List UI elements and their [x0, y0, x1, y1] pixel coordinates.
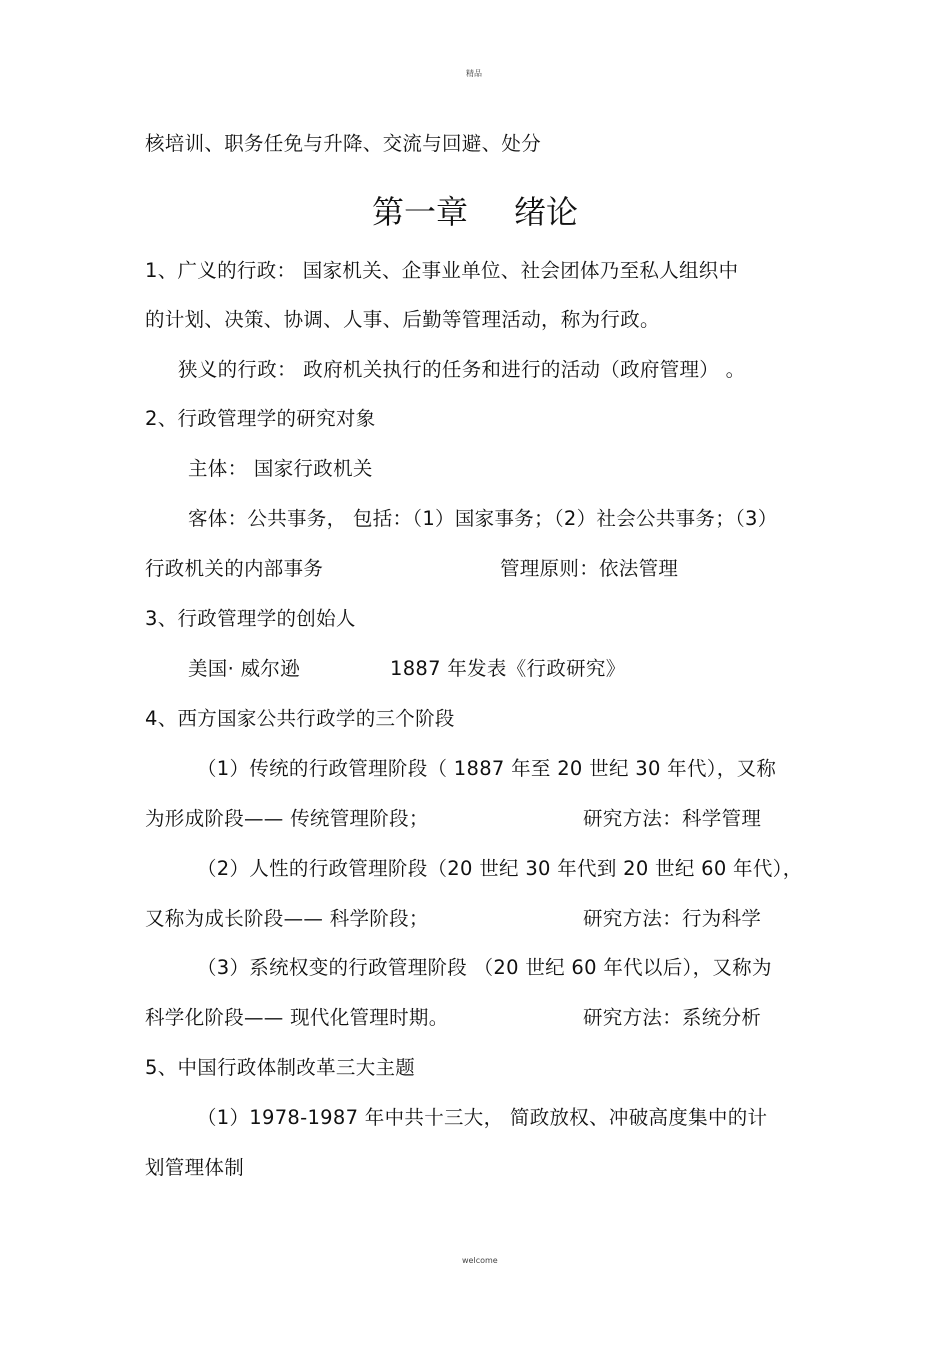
line-12a: 为形成阶段—— 传统管理阶段； — [145, 807, 429, 830]
line-7a: 行政机关的内部事务 — [145, 557, 324, 580]
line-15: （3）系统权变的行政管理阶段 （20 世纪 60 年代以后），又称为 — [197, 956, 772, 979]
line-19: 划管理体制 — [145, 1156, 245, 1179]
chapter-name: 绪论 — [514, 193, 579, 231]
line-7b: 管理原则：依法管理 — [500, 557, 679, 580]
page-header: 精品 — [466, 69, 482, 78]
line-17: 5、中国行政体制改革三大主题 — [145, 1056, 416, 1079]
line-13: （2）人性的行政管理阶段（20 世纪 30 年代到 20 世纪 60 年代）， — [197, 857, 803, 880]
line-10: 4、西方国家公共行政学的三个阶段 — [145, 707, 455, 730]
page-footer: welcome — [462, 1256, 498, 1265]
chapter-title — [0, 192, 950, 232]
line-18: （1）1978-1987 年中共十三大， 简政放权、冲破高度集中的计 — [197, 1106, 768, 1129]
chapter-number: 第一章 — [371, 193, 468, 231]
line-9b: 1887 年发表《行政研究》 — [390, 657, 626, 680]
line-14b: 研究方法：行为科学 — [583, 907, 762, 930]
line-8: 3、行政管理学的创始人 — [145, 607, 356, 630]
line-16b: 研究方法：系统分析 — [583, 1006, 762, 1029]
line-2: 的计划、决策、协调、人事、后勤等管理活动，称为行政。 — [145, 308, 660, 331]
line-6: 客体：公共事务， 包括：（1）国家事务；（2）社会公共事务；（3） — [188, 507, 778, 530]
line-1: 1、广义的行政： 国家机关、企事业单位、社会团体乃至私人组织中 — [145, 259, 739, 282]
line-11: （1）传统的行政管理阶段（ 1887 年至 20 世纪 30 年代），又称 — [197, 757, 777, 780]
line-3: 狭义的行政： 政府机关执行的任务和进行的活动（政府管理） 。 — [178, 358, 746, 381]
top-line: 核培训、职务任免与升降、交流与回避、处分 — [145, 132, 542, 155]
line-16a: 科学化阶段—— 现代化管理时期。 — [145, 1006, 449, 1029]
line-14a: 又称为成长阶段—— 科学阶段； — [145, 907, 429, 930]
line-12b: 研究方法：科学管理 — [583, 807, 762, 830]
line-9a: 美国· 威尔逊 — [188, 657, 300, 680]
line-5: 主体： 国家行政机关 — [188, 457, 373, 480]
line-4: 2、行政管理学的研究对象 — [145, 407, 376, 430]
